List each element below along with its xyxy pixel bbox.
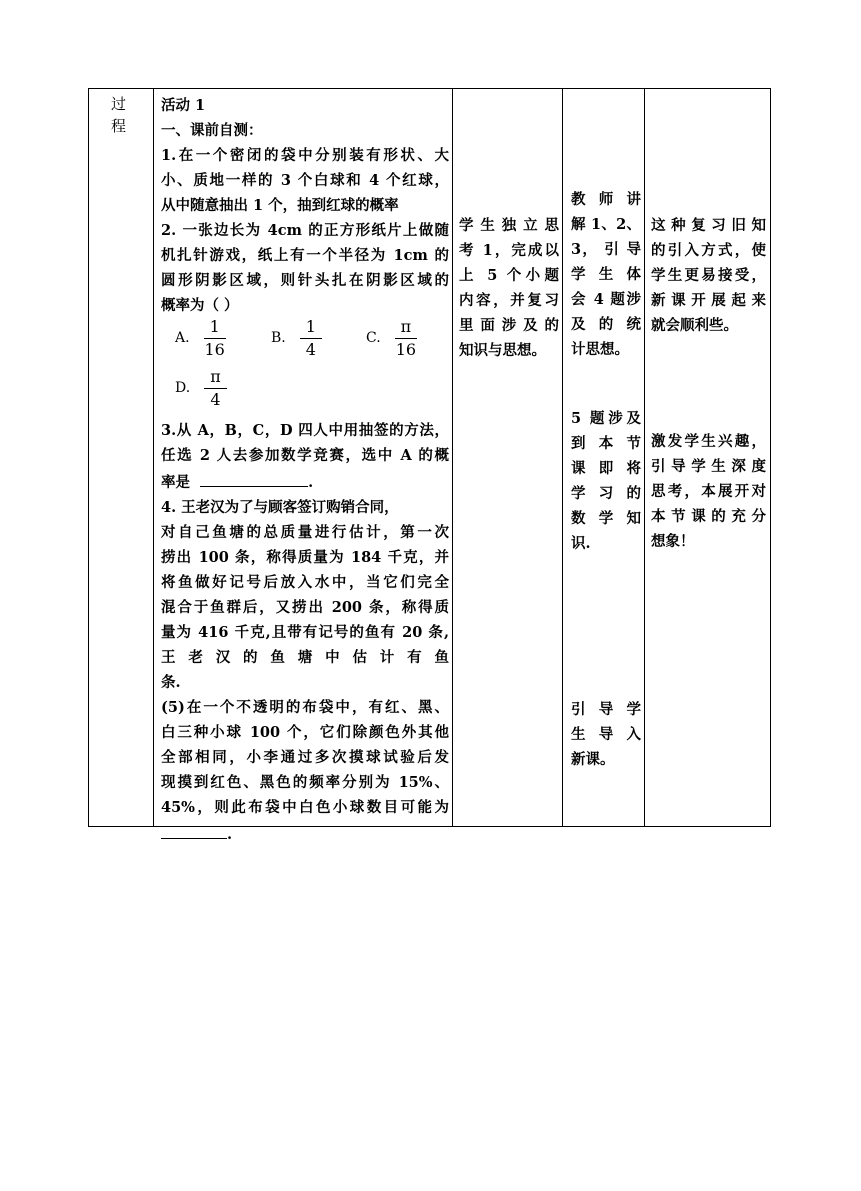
student-activity-line: 里面涉及的 — [459, 317, 559, 334]
activity-subheading: 一、课前自测： — [161, 122, 263, 139]
teacher-activity-line: 5 题涉及 — [571, 410, 641, 427]
question-5-line: (5)在一个不透明的布袋中，有红、黑、 — [161, 699, 449, 716]
design-intent-line: 新课开展起来 — [651, 292, 766, 309]
question-1-line: 1.在一个密闭的袋中分别装有形状、大 — [161, 147, 449, 164]
teacher-activity-line: 会 4 题涉 — [571, 291, 641, 308]
option-a: A. $\frac{1}{16}$ — [175, 317, 225, 359]
question-4-line: 捞出 100 条，称得质量为 184 千克，并 — [161, 549, 449, 566]
teacher-activity-line: 新课。 — [571, 751, 615, 768]
teacher-activity-1 — [571, 187, 641, 362]
stage-label-line: 过 — [111, 95, 127, 113]
fraction: $\frac{\pi}{4}$ — [204, 368, 227, 409]
design-intent-line: 这种复习旧知 — [651, 217, 766, 234]
question-4-line: 对自己鱼塘的总质量进行估计，第一次 — [161, 524, 449, 541]
fraction: $\frac{1}{16}$ — [204, 317, 225, 359]
design-intent-1 — [651, 213, 766, 338]
student-activity-line: 内容，并复习 — [459, 292, 559, 309]
question-3-line: 率是 . — [161, 468, 449, 495]
question-5-line: 全部相同，小李通过多次摸球试验后发 — [161, 749, 449, 766]
column-divider — [562, 89, 563, 826]
teacher-activity-line: 教 师 讲 — [571, 191, 641, 208]
design-intent-line: 激发学生兴趣， — [651, 433, 766, 450]
teacher-activity-line: 课 即 将 — [571, 460, 641, 477]
design-intent-line: 思考，本展开对 — [651, 483, 766, 500]
teacher-activity-3 — [571, 697, 641, 772]
question-4-line: 将鱼做好记号后放入水中，当它们完全 — [161, 574, 449, 591]
activity-heading: 活动 1 — [161, 97, 206, 114]
answer-blank — [200, 468, 308, 487]
teacher-activity-line: 计思想。 — [571, 341, 629, 358]
answer-blank — [161, 820, 227, 839]
student-activity-line: 知识与思想。 — [459, 342, 546, 359]
teacher-activity-line: 到 本 节 — [571, 435, 641, 452]
question-4-line: 条. — [161, 674, 181, 691]
question-1-line: 从中随意抽出 1 个，抽到红球的概率 — [161, 197, 399, 214]
question-2-options — [161, 318, 449, 418]
option-b: B. $\frac{1}{4}$ — [271, 318, 322, 359]
question-3-line: 3.从 A，B，C，D 四人中用抽签的方法， — [161, 422, 449, 439]
column-divider — [452, 89, 453, 826]
teacher-activity-line: 识. — [571, 535, 591, 552]
stage-label — [111, 93, 151, 137]
student-activity-line: 考 1，完成以 — [459, 242, 559, 259]
fraction: $\frac{1}{4}$ — [300, 318, 322, 359]
student-activity-line: 学生独立思 — [459, 217, 559, 234]
column-divider — [644, 89, 645, 826]
question-5-line: 45%，则此布袋中白色小球数目可能为 — [161, 799, 449, 816]
question-2-line: 机扎针游戏，纸上有一个半径为 1cm 的 — [161, 247, 449, 264]
question-1-line: 小、质地一样的 3 个白球和 4 个红球， — [161, 172, 449, 189]
lesson-table — [88, 88, 771, 843]
question-2-line: 概率为（ ） — [161, 297, 239, 314]
stage-label-line: 程 — [111, 117, 127, 135]
question-4-line: 王 老 汉 的 鱼 塘 中 估 计 有 鱼 — [161, 649, 449, 666]
teacher-activity-line: 生 导 入 — [571, 726, 641, 743]
design-intent-line: 学生更易接受， — [651, 267, 766, 284]
teacher-activity-2 — [571, 406, 641, 556]
question-2-line: 圆形阴影区域，则针头扎在阴影区域的 — [161, 272, 449, 289]
teacher-activity-line: 及 的 统 — [571, 316, 641, 333]
question-5-line: 现摸到红色、黑色的频率分别为 15%、 — [161, 774, 449, 791]
teacher-activity-line: 解 1、2、 — [571, 216, 641, 233]
question-5-line: 白三种小球 100 个，它们除颜色外其他 — [161, 724, 449, 741]
teacher-activity-line: 学 习 的 — [571, 485, 641, 502]
teacher-activity-line: 引 导 学 — [571, 701, 641, 718]
design-intent-line: 引导学生深度 — [651, 458, 766, 475]
question-4-line: 混合于鱼群后，又捞出 200 条，称得质 — [161, 599, 449, 616]
teacher-activity-line: 3， 引 导 — [571, 241, 641, 258]
teacher-activity-line: 数 学 知 — [571, 510, 641, 527]
question-3-line: 任选 2 人去参加数学竞赛，选中 A 的概 — [161, 447, 449, 464]
teacher-activity-line: 学 生 体 — [571, 266, 641, 283]
option-d: D. $\frac{\pi}{4}$ — [175, 368, 227, 409]
student-activity-line: 上 5 个小题 — [459, 267, 559, 284]
design-intent-line: 的引入方式，使 — [651, 242, 766, 259]
question-5-line: . — [161, 820, 449, 847]
fraction: $\frac{\pi}{16}$ — [395, 317, 417, 359]
design-intent-line: 本节课的充分 — [651, 508, 766, 525]
design-intent-line: 想象！ — [651, 533, 695, 550]
design-intent-2 — [651, 429, 766, 554]
question-4-line: 4. 王老汉为了与顾客签订购销合同， — [161, 499, 399, 516]
question-4-line: 量为 416 千克,且带有记号的鱼有 20 条, — [161, 624, 449, 641]
question-2-line: 2. 一张边长为 4cm 的正方形纸片上做随 — [161, 222, 449, 239]
activity-content — [161, 93, 449, 847]
column-divider — [153, 89, 154, 826]
design-intent-line: 就会顺利些。 — [651, 317, 738, 334]
student-activity — [459, 213, 559, 363]
option-c: C. $\frac{\pi}{16}$ — [366, 317, 417, 359]
